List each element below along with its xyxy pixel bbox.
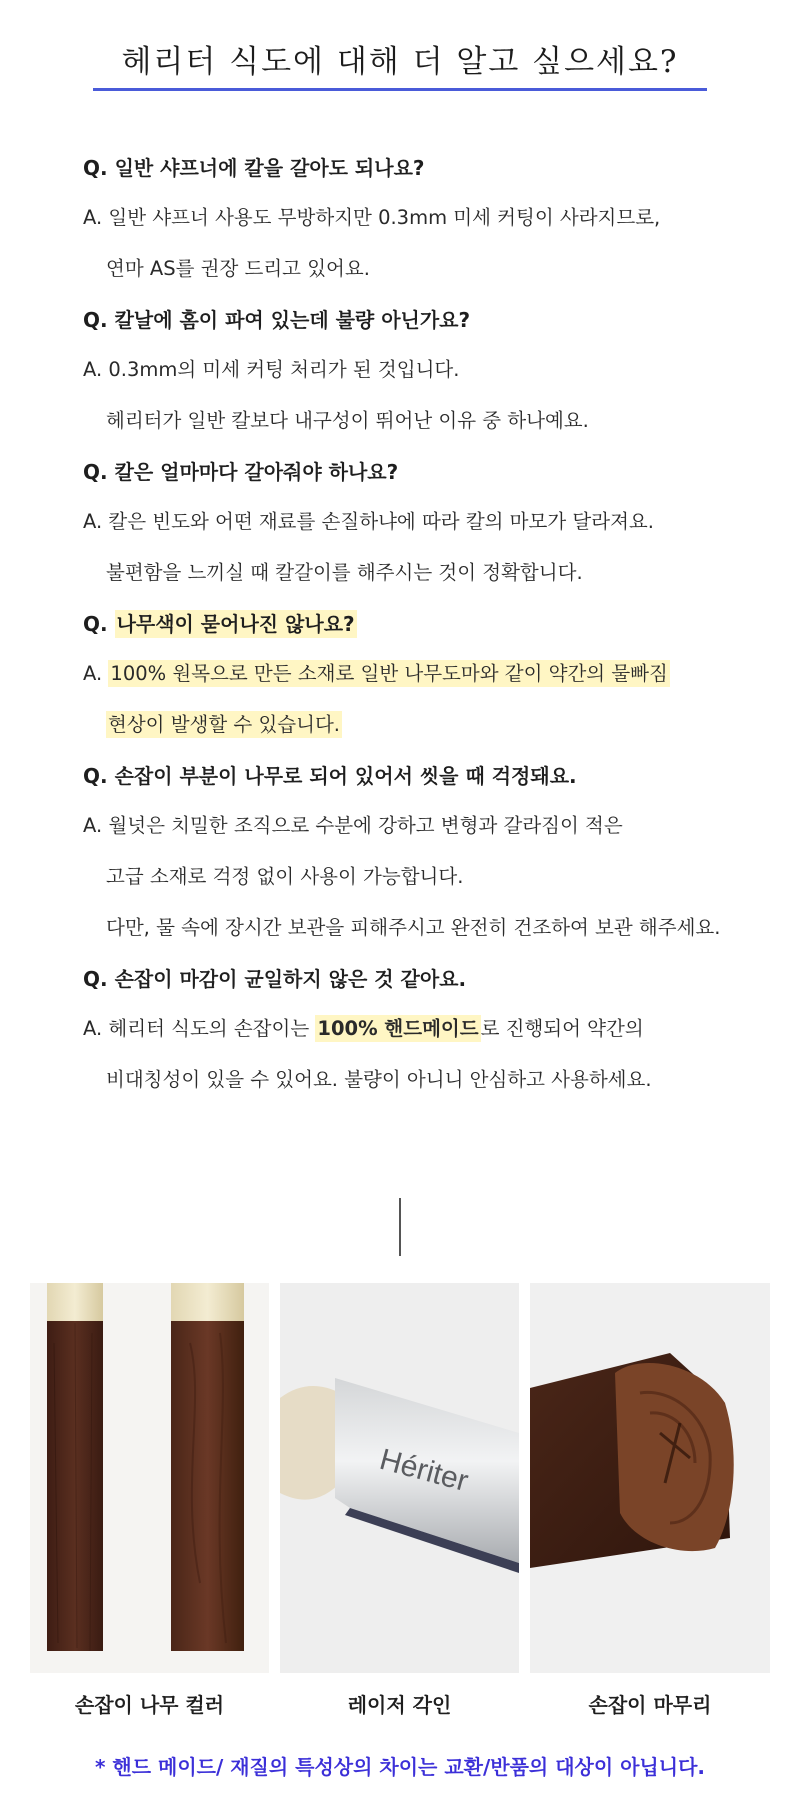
faq-answer-line: 다만, 물 속에 장시간 보관을 피해주시고 완전히 건조하여 보관 해주세요. xyxy=(106,916,721,939)
faq-answer-line: 불편함을 느끼실 때 칼갈이를 해주시는 것이 정확합니다. xyxy=(106,561,583,584)
answer-prefix: A. xyxy=(83,662,109,685)
title-underline xyxy=(93,88,707,91)
handle-finish-photo xyxy=(530,1283,770,1673)
faq-question: Q. 칼날에 홈이 파여 있는데 불량 아닌가요? xyxy=(83,308,471,332)
highlighted-question: 나무색이 묻어나진 않나요? xyxy=(116,612,355,636)
answer-prefix: A. 헤리터 식도의 손잡이는 xyxy=(83,1017,316,1040)
section-divider xyxy=(399,1198,401,1256)
faq-answer-line: 고급 소재로 걱정 없이 사용이 가능합니다. xyxy=(106,865,464,888)
handle-wood-illustration xyxy=(30,1283,269,1673)
faq-item xyxy=(83,454,783,598)
faq-answer-line: A. 0.3mm의 미세 커팅 처리가 된 것입니다. xyxy=(83,358,460,381)
answer-suffix: 로 진행되어 약간의 xyxy=(480,1017,644,1040)
blade-illustration xyxy=(280,1283,519,1673)
faq-answer-line xyxy=(83,648,783,699)
caption-laser-engraving: 레이저 각인 xyxy=(347,1693,452,1717)
faq-question: Q. 칼은 얼마마다 갈아줘야 하나요? xyxy=(83,460,399,484)
page-title: 헤리터 식도에 대해 더 알고 싶으세요? xyxy=(121,44,679,80)
handle-wood-color-photo xyxy=(30,1283,269,1673)
faq-list xyxy=(83,150,783,1113)
faq-question: Q. 손잡이 마감이 균일하지 않은 것 같아요. xyxy=(83,967,467,991)
faq-answer-line: A. 일반 샤프너 사용도 무방하지만 0.3mm 미세 커팅이 사라지므로, xyxy=(83,206,661,229)
faq-answer-line xyxy=(83,699,783,750)
faq-question xyxy=(83,606,783,642)
faq-question: Q. 손잡이 부분이 나무로 되어 있어서 씻을 때 걱정돼요. xyxy=(83,764,577,788)
faq-item xyxy=(83,150,783,294)
faq-item xyxy=(83,758,783,953)
faq-question: Q. 일반 샤프너에 칼을 갈아도 되나요? xyxy=(83,156,425,180)
laser-engraving-photo xyxy=(280,1283,519,1673)
highlighted-answer: 100% 원목으로 만든 소재로 일반 나무도마와 같이 약간의 물빠짐 xyxy=(110,662,668,685)
caption-handle-wood-color: 손잡이 나무 컬러 xyxy=(74,1693,225,1717)
faq-answer-line: 헤리터가 일반 칼보다 내구성이 뛰어난 이유 중 하나예요. xyxy=(106,409,589,432)
faq-answer-line: A. 칼은 빈도와 어떤 재료를 손질하냐에 따라 칼의 마모가 달라져요. xyxy=(83,510,654,533)
handle-end-illustration xyxy=(530,1283,770,1673)
return-policy-notice: * 핸드 메이드/ 재질의 특성상의 차이는 교환/반품의 대상이 아닙니다. xyxy=(94,1755,705,1779)
faq-item xyxy=(83,961,783,1105)
engraving-text: Hériter xyxy=(376,1442,472,1499)
faq-item xyxy=(83,302,783,446)
question-prefix: Q. xyxy=(83,612,115,636)
faq-answer-line: 비대칭성이 있을 수 있어요. 불량이 아니니 안심하고 사용하세요. xyxy=(106,1068,652,1091)
faq-answer-line: A. 월넛은 치밀한 조직으로 수분에 강하고 변형과 갈라짐이 적은 xyxy=(83,814,623,837)
highlighted-answer: 현상이 발생할 수 있습니다. xyxy=(108,713,341,736)
faq-answer-line: 연마 AS를 권장 드리고 있어요. xyxy=(106,257,370,280)
faq-item-highlighted xyxy=(83,606,783,750)
caption-handle-finish: 손잡이 마무리 xyxy=(588,1693,712,1717)
faq-answer-line xyxy=(83,1003,783,1054)
handmade-emphasis: 100% 핸드메이드 xyxy=(317,1017,479,1040)
